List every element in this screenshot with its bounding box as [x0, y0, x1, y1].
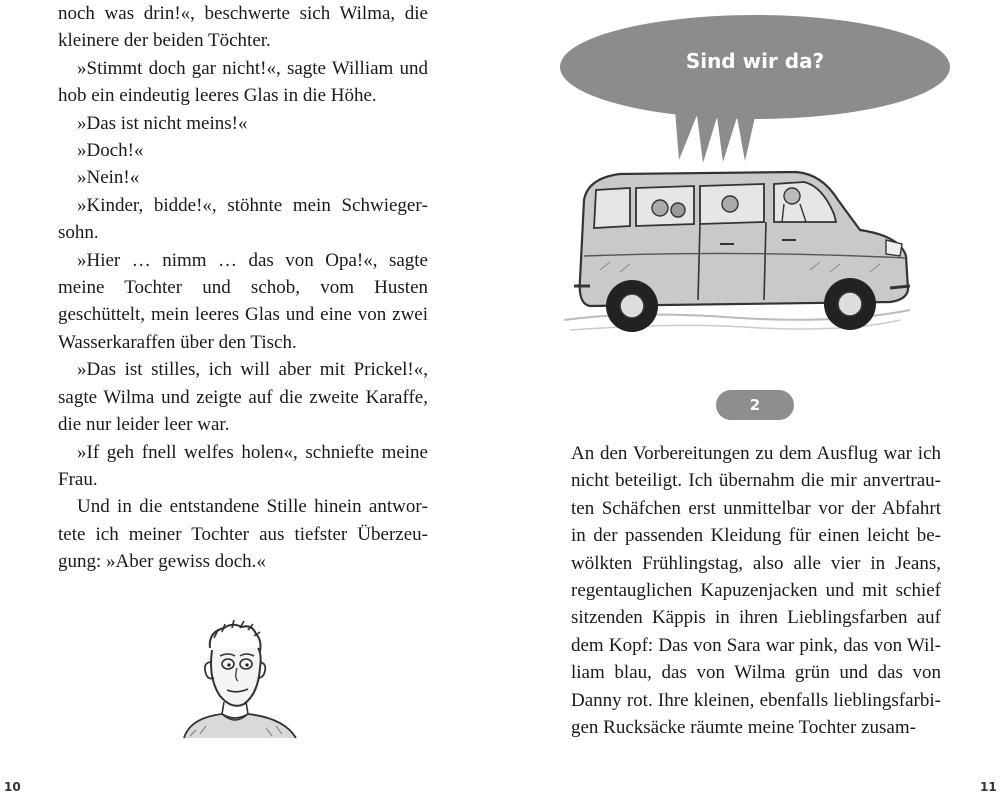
paragraph: »If geh fnell welfes holen«, schniefte meine Frau.	[58, 441, 428, 490]
speech-bubble	[557, 15, 953, 170]
paragraph: Und in die entstandene Stille hinein antwortete ich meiner Tochter aus tiefster Überzeugung: »Aber gewiss doch.«	[58, 496, 428, 573]
right-page-text	[571, 440, 941, 741]
paragraph: »Nein!«	[77, 167, 140, 189]
van-illustration	[560, 160, 920, 340]
paragraph: An den Vorbereitungen zu dem Ausflug war ich nicht beteiligt. Ich übernahm die mir anvertrauten Schäfchen erst unmittelbar vor der Abfahrt in der passenden Kleidung für einen leicht bewölkten Frühlingstag, also alle vier in Jeans, regentauglichen Kapuzenjacken und mit schief sitzenden Käppis in ihren Lieblingsfarben auf dem Kopf: Das von Sara war pink, das von William blau, das von Wilma grün und das von Danny rot. Ihre kleinen, ebenfalls lieblingsfarbigen Rucksäcke räumte meine Tochter zusam-	[571, 443, 941, 739]
paragraph: »Doch!«	[77, 140, 144, 162]
paragraph: »Das ist nicht meins!«	[77, 112, 248, 134]
chapter-number-badge: 2	[716, 390, 794, 420]
right-page	[500, 0, 1000, 800]
man-portrait-illustration	[180, 618, 300, 740]
page-number: 11	[980, 780, 997, 794]
paragraph: noch was drin!«, beschwerte sich Wilma, die kleinere der beiden Töchter.	[58, 3, 428, 52]
speech-bubble-shape	[557, 15, 953, 170]
paragraph: »Stimmt doch gar nicht!«, sagte William und hob ein eindeutig leeres Glas in die Höhe.	[58, 57, 428, 107]
paragraph: »Kinder, bidde!«, stöhnte mein Schwiegersohn.	[58, 194, 428, 244]
speech-bubble-text: Sind wir da?	[685, 49, 825, 73]
left-page-text	[58, 0, 428, 576]
page-number: 10	[4, 780, 21, 794]
paragraph: »Das ist stilles, ich will aber mit Prickel!«, sagte Wilma und zeigte auf die zweite Karaffe, die nur leider leer war.	[58, 359, 428, 436]
paragraph: »Hier … nimm … das von Opa!«, sagte meine Tochter und schob, vom Husten geschüttelt, mein leeres Glas und eine von zwei Wasserkaraffen über den Tisch.	[58, 249, 428, 353]
